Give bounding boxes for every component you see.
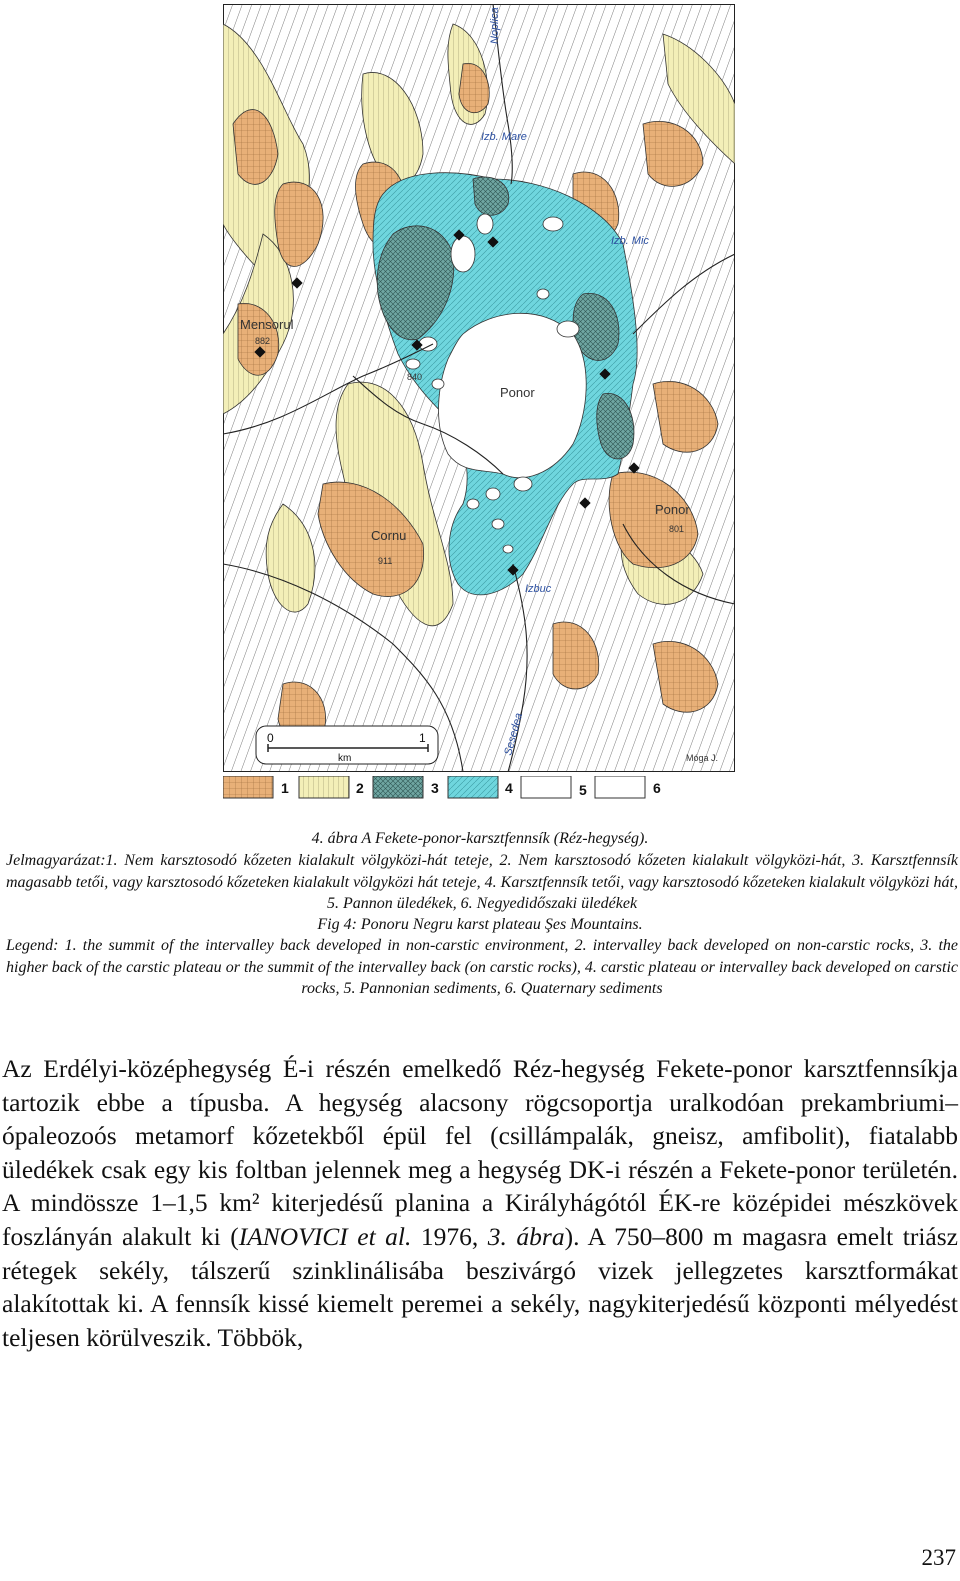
citation-year: 1976, xyxy=(411,1221,488,1251)
body-paragraph xyxy=(2,1052,958,1354)
legend-label-6: 6 xyxy=(653,780,661,796)
citation-author: IANOVICI et al. xyxy=(238,1221,412,1251)
label-ponor-peak: Ponor xyxy=(655,502,690,517)
legend-swatch-2 xyxy=(299,776,349,798)
legend-swatch-6 xyxy=(595,776,645,798)
legend-swatch-3 xyxy=(373,776,423,798)
scale-bar xyxy=(256,726,438,764)
scale-end: 1 xyxy=(419,731,426,745)
label-882: 882 xyxy=(255,336,271,346)
label-sesedea: Sesedea xyxy=(502,711,526,757)
legend-swatch-5 xyxy=(521,776,571,798)
map-legend xyxy=(223,776,735,800)
label-840: 840 xyxy=(407,372,423,382)
label-801: 801 xyxy=(669,524,685,534)
page-number: 237 xyxy=(921,1545,956,1570)
legend-label-5: 5 xyxy=(579,782,587,798)
body-text-part-2: ). A 750–800 m magasra emelt triász rétegek sekély, tálszerű szinklinálisába beszivárgó vizek jellegzetes karsztformákat alakítottak ki. A fennsík kissé kiemelt peremei a sekély, nagykiterjedésű központi mélyedést teljesen körülveszik. Többök, xyxy=(2,1221,958,1352)
legend-swatch-1 xyxy=(223,776,273,798)
legend-label-1: 1 xyxy=(281,780,289,796)
figure-caption-legend-en: Legend: 1. the summit of the intervalley back developed in non-carstic environment, 2. intervalley back developed on non-carstic rocks, 3. the higher back of the carstic plateau or the summit of the intervalley back (on carstic rocks), 4. carstic plateau or intervalley back developed on carstic rocks, 5. Pannonian sediments, 6. Quaternary sediments xyxy=(6,937,958,997)
label-izb-mare: Izb. Mare xyxy=(481,131,527,143)
legend-swatch-4 xyxy=(448,776,498,798)
karst-plateau-map xyxy=(223,4,735,772)
scale-unit: km xyxy=(338,753,352,764)
legend-label-4: 4 xyxy=(505,780,513,796)
label-izbuc: Izbuc xyxy=(525,583,552,595)
label-911: 911 xyxy=(378,556,393,566)
legend-label-3: 3 xyxy=(431,780,439,796)
label-mensorul: Mensorul xyxy=(240,317,294,332)
scale-start: 0 xyxy=(267,731,274,745)
figure-caption-title-en: Fig 4: Ponoru Negru karst plateau Şes Mountains. xyxy=(317,916,643,933)
label-izb-mic: Izb. Mic xyxy=(611,235,649,247)
label-cornu: Cornu xyxy=(371,528,407,543)
body-text-part-1: Az Erdélyi-középhegység É-i részén emelkedő Réz-hegység Fekete-ponor karsztfennsíkja tartozik ebbe a típusba. A hegység alacsony rögcsoportja uralkodóan prekambriumi–ópaleozoós metamorf kőzetekből épül fel (csillámpalák, gneisz, amfibolit), fiatalabb üledékek csak egy kis foltban jelennek meg a hegység DK-i részén a Fekete-ponor területén. A mindössze 1–1,5 km² kiterjedésű planina a Királyhágótól ÉK-re középidei mészkövek foszlányán alakult ki ( xyxy=(2,1054,958,1251)
figure-caption-legend-hu: Jelmagyarázat:1. Nem karsztosodó kőzeten kialakult völgyközi-hát teteje, 2. Nem karsztosodó kőzeten kialakult völgyközi-hát, 3. Karsztfennsík magasabb tetői, vagy karsztosodó kőzeteken kialakult völgyközi hát teteje, 4. Karsztfennsík tetői, vagy karsztosodó kőzeteken kialakult völgyközi hát, 5. Pannon üledékek, 6. Negyedidőszaki üledékek xyxy=(6,852,958,912)
figure-reference: 3. ábra xyxy=(487,1221,565,1251)
figure-caption-title-hu: 4. ábra A Fekete-ponor-karsztfennsík (Réz-hegység). xyxy=(311,830,649,847)
legend-label-2: 2 xyxy=(356,780,364,796)
label-noplica: Noplica xyxy=(489,7,501,44)
label-author: Móga J. xyxy=(686,753,719,763)
label-ponor-center: Ponor xyxy=(500,385,535,400)
